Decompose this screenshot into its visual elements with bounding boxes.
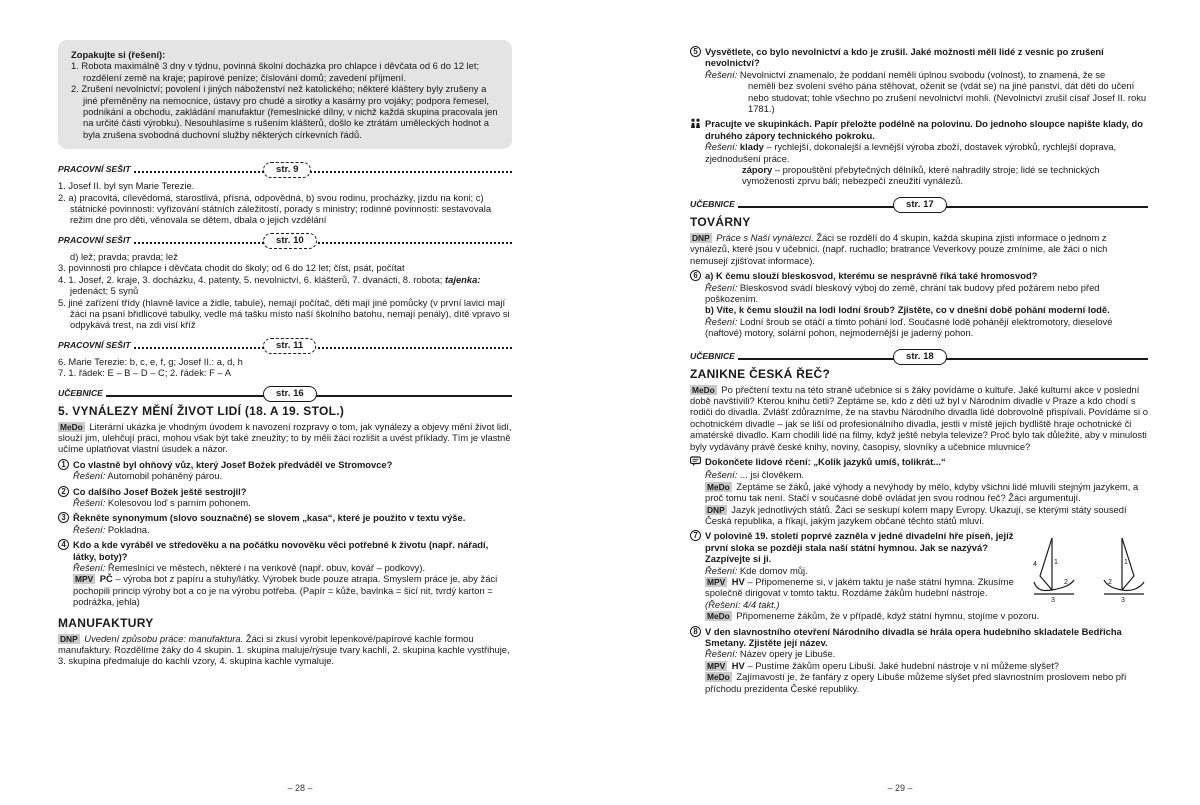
section-label: PRACOVNÍ SEŠIT (58, 164, 134, 175)
answer-line: 3. povinnosti pro chlapce i děvčata chodit do školy; od 6 do 12 let; číst, psát, počítat (58, 262, 405, 274)
review-item-2: 2. Zrušení nevolnictví; povolení i jiných náboženství než katolického; některé kláštery byly zrušeny a jiné přeměněny na nemocnice, ústavy pro chudé a sirotky a kasárny pro vojáky; podpora řemesel, podnikání a obchodu, zakládání manufaktur (řemeslnické dílny, v nichž každá skupina pracovala jen na určité části výrobku). Nesouhlasíme s rušením klášterů, došlo ke ztrátám uměleckých hodnot a byla zrušena svobodná duchovní služby některých církevních řádů. (71, 83, 498, 140)
conducting-diagram (1030, 532, 1148, 604)
page-29 (600, 0, 1200, 805)
medo-tag: MeDo (707, 481, 730, 492)
reseni-label: Řešení: (73, 470, 106, 482)
question-4: 4 Kdo a kde vyráběl ve středověku a na počátku novověku věci potřebné k životu (např. nářadí, látky, boty)? Řešení: Řemeslníci ve městech, některé i na venkově (např. obuv, kovář – podkovy). MPV PČ – výroba bot z papíru a stuhy/látky. Výrobek bude pouze atrapa. Smyslem práce je, aby žáci pochopili princip výroby bot a co je na výrobu potřeba. (Papír = kůže, bavlnka = šicí nit, tvrdý karton = podrážka, jehla) (58, 539, 512, 607)
section-header-workbook-9 (58, 162, 512, 176)
dnp-paragraph: DNP Uvedení způsobu práce: manufaktura. Žáci si zkusí vyrobit lepenkové/papírové kachle formou manufaktury. Rozdělíme žáky do 4 skupin. 1. skupina maluje/rýsuje tvary kachlí, 2. skupina kachle vystřihuje, 3. skupina předmaluje do kachlí vzory, 4. skupina kachle vymaluje. (58, 632, 510, 667)
dnp-tag: DNP (707, 504, 725, 515)
tajenka-label: tajenka: (445, 273, 481, 285)
section-header-textbook-16 (58, 386, 512, 400)
section-heading-manufaktury: MANUFAKTURY (58, 615, 154, 630)
diagram-label: 1 (1054, 559, 1058, 567)
dnp-tag: DNP (692, 232, 710, 243)
question-title: V polovině 19. století poprvé zazněla v jedné divadelní hře píseň, jejíž první sloka se později stala naší státní hymnou. Jak se nazývá? Zazpívejte si ji. (705, 530, 1014, 565)
section-label: UČEBNICE (58, 388, 106, 399)
group-task: Pracujte ve skupinkách. Papír přeložte podélně na polovinu. Do jednoho sloupce napište klady, do druhého zápory technického pokroku. Řešení: klady – rychlejší, dokonalejší a levnější výroba zboží, dostavek výrobků, rychlejší doprava, zjednodušení práce. zápory – propouštění přebytečných dělníků, které nahradily stroje; lidé se technických vymožeností zprvu báli; nebezpečí zneužití vynálezů. (690, 118, 1148, 186)
reseni-label: Řešení: (705, 68, 738, 80)
question-number: 3 (58, 512, 69, 523)
review-item-1: 1. Robota maximálně 3 dny v týdnu, povinná školní docházka pro chlapce i děvčata od 6 do 12 let; rozdělení země na kraje; papírové peníze; číslování domů; zavedení příjmení. (71, 60, 480, 83)
question-title: Co vlastně byl ohňový vůz, který Josef Božek předváděl ve Stromovce? (73, 458, 393, 470)
section-header-workbook-10 (58, 233, 512, 247)
medo-paragraph: MeDo Literární ukázka je vhodným úvodem k navození rozpravy o tom, jak vynálezy a objevy mění život lidí, slouží jim, ulehčují práci, mohou však být také zneužity; to by měli žáci rozlišit a uvést příklady. Tím je vlastně učíme uplatňovat vlastní úsudek a názor. (58, 420, 512, 455)
question-number: 6 (690, 270, 701, 281)
mpv-tag: MPV (75, 574, 94, 585)
question-1: 1 Co vlastně byl ohňový vůz, který Josef Božek předváděl ve Stromovce? Řešení: Automobil poháněný párou. (58, 459, 512, 482)
reseni-label: Řešení: (705, 281, 738, 293)
question-7: 7 V polovině 19. století poprvé zazněla v jedné divadelní hře píseň, jejíž první sloka se později stala naší státní hymnou. Jak se nazývá? Zazpívejte si ji. Řešení: Kde domov můj. MPV HV – Připomeneme si, v jakém taktu je naše státní hymna. Zkusíme společně dirigovat v tomto taktu. Rozdáme žákům hudební nástroje. (Řešení: 4/4 takt.) MeDo Připomeneme žákům, že v případě, když státní hymnu, stojíme v pozoru. 4 1 2 3 1 2 3 (690, 530, 1148, 621)
reseni-label: Řešení: (705, 141, 738, 153)
question-title: Kdo a kde vyráběl ve středověku a na počátku novověku věci potřebné k životu (např. nářadí, látky, boty)? (73, 539, 489, 562)
question-number: 5 (690, 46, 701, 57)
review-box-title: Zopakujte si (řešení): (71, 49, 166, 60)
dnp-tag: DNP (60, 633, 78, 644)
diagram-label: 2 (1108, 579, 1112, 587)
group-icon (690, 118, 701, 141)
chapter-heading: 5. VYNÁLEZY MĚNÍ ŽIVOT LIDÍ (18. A 19. STOL.) (58, 403, 345, 418)
answer-line: 4. 1. Josef, 2. kraje, 3. docházku, 4. patenty, 5. nevolnictví, 6. klášterů, 7. dvanácti, 8. robota; tajenka: jedenáct; 5 synů (58, 273, 481, 297)
proverb-task: Dokončete lidové rčení: „Kolik jazyků umíš, tolikrát...“ Řešení: ... jsi člověkem. MeDo Zeptáme se žáků, jaké výhody a nevýhody by mělo, kdyby všichni lidé mluvili stejným jazykem, a proč tomu tak není. Stačí v současné době ovládat jen svou rodnou řeč? Žáci argumentují. DNP Jazyk jednotlivých států. Žáci se seskupí kolem mapy Evropy. Ukazují, se kterými státy sousedí Česká republika, a říkají, jakým jazykem občané těchto států mluví. (690, 456, 1148, 526)
section-heading-tovarny: TOVÁRNY (690, 214, 751, 229)
question-title: V den slavnostního otevření Národního divadla se hrála opera hudebního skladatele Bedřicha Smetany. Zjistěte její název. (705, 625, 1122, 649)
diagram-label: 2 (1064, 579, 1068, 587)
answer-line: 7. 1. řádek: E – B – D – C; 2. řádek: F – A (58, 367, 232, 379)
question-title: Dokončete lidové rčení: „Kolik jazyků umíš, tolikrát...“ (705, 455, 946, 467)
question-title: Co dalšího Josef Božek ještě sestrojil? (73, 485, 247, 497)
reseni-label: Řešení: (73, 496, 106, 508)
section-label: PRACOVNÍ SEŠIT (58, 340, 134, 351)
answer-line: 2. a) pracovitá, cílevědomá, starostlivá, přísná, odpovědná, b) svou rodinu, procházky, jízdu na koni; c) státnické povinnosti: vyřizování státních záležitostí, porady s ministry; rodinné povinnosti: sestavovala režim dne pro děti, věnovala se dětem, dbala o jejich vzdělání (58, 191, 492, 226)
page-ref: str. 18 (893, 349, 947, 365)
page-number: – 28 – (287, 782, 313, 793)
diagram-label: 3 (1121, 597, 1125, 605)
page-ref: str. 16 (263, 386, 317, 402)
question-number: 4 (58, 539, 69, 550)
answer-line: 6. Marie Terezie: b, c, e, f, g; Josef II.: a, d, h (58, 355, 243, 367)
question-number: 2 (58, 486, 69, 497)
question-number: 7 (690, 530, 701, 541)
question-number: 8 (690, 626, 701, 637)
medo-tag: MeDo (707, 672, 730, 683)
medo-tag: MeDo (692, 384, 715, 395)
reseni-label: Řešení: (705, 648, 738, 660)
question-5: 5 Vysvětlete, co bylo nevolnictví a kdo je zrušil. Jaké možnosti měli lidé z vesnic po zrušení nevolnictví? Řešení: Nevolnictví znamenalo, že poddaní neměli úplnou svobodu (volnost), to znamená, že se neměli bez svolení svého pána stěhovat, oženit se (vdát se) na jiné panství, dát děti do učení nebo studovat; tohle všechno po zrušení nevolnictví mohli. (Nevolnictví zrušil císař Josef II. roku 1781.) (690, 46, 1148, 114)
review-box (58, 40, 512, 149)
section-header-textbook-17 (690, 197, 1148, 211)
speech-icon (690, 456, 701, 469)
section-label: UČEBNICE (690, 351, 738, 362)
question-2: 2 Co dalšího Josef Božek ještě sestrojil? Řešení: Kolesovou loď s parním pohonem. (58, 486, 512, 509)
diagram-label: 3 (1051, 597, 1055, 605)
section-header-workbook-11 (58, 338, 512, 352)
answer-line: 5. jiné zařízení třídy (hlavně lavice a židle, tabule), nemají počítač, děti mají jiné pomůcky (v první lavici mají žáci na psaní břidlicové tabulky, vedle má tašku místo naší školního batohu, nemají penály), dítě vpravo si odpykává trest, na zdi visí kříž (58, 296, 510, 331)
section-label: UČEBNICE (690, 199, 738, 210)
page-number: – 29 – (887, 782, 913, 793)
reseni-label: Řešení: (73, 523, 106, 535)
medo-tag: MeDo (60, 421, 83, 432)
page-ref: str. 10 (263, 233, 317, 249)
page-ref: str. 9 (263, 162, 311, 178)
page-ref: str. 17 (893, 197, 947, 213)
diagram-label: 1 (1124, 559, 1128, 567)
dnp-paragraph: DNP Práce s Naší vynálezci. Žáci se rozdělí do 4 skupin, každá skupina zjistí informace o jednom z vynálezů, které jsou v učebnici. (např. ruchadlo; bratrance Veverkovy pouze zmíníme, ale žáci o nich nemusejí zjišťovat informace). (690, 231, 1108, 266)
page-ref: str. 11 (263, 338, 316, 354)
section-header-textbook-18 (690, 349, 1148, 363)
reseni-label: Řešení: (705, 469, 738, 481)
medo-paragraph: MeDo Po přečtení textu na této straně učebnice si s žáky povídáme o kultuře. Jaké kulturní akce v poslední době navštívili? Kterou knihu četli? Zeptáme se, kdo z dětí už byl v Národním divadle v Praze a kdo chodí s rodiči do divadla. Zvlášť zdůrazníme, že na stavbu Národního divadla lidé dobrovolně přispívali. Povídáme si o ochotnickém divadle – jak se liší od profesionálního divadla, jestli v místě jejich bydliště hraje ochotnické či amatérské divadlo. Kam chodili lidé na filmy, když ještě nebyla televize? Proč bylo tak důležité, aby v minulosti byly vydávány právě české knihy, noviny, časopisy, slovníky a učebnice mluvnice? (690, 383, 1148, 452)
question-title: Řekněte synonymum (slovo souznačné) se slovem „kasa“, které je použito v textu výše. (73, 512, 466, 524)
question-6: 6 a) K čemu slouží bleskosvod, kterému se nesprávně říká také hromosvod? Řešení: Bleskosvod svádí bleskový výboj do země, chrání tak budovy před požárem nebo před poškozením. b) Víte, k čemu sloužil na lodi lodní šroub? Zjistěte, co v dnešní době pohání moderní lodě. Řešení: Lodní šroub se otáčí a tímto pohání loď. Současné lodě pohánějí elektromotory, dieselové (naftové) motory, solární pohon, nejmodernější je jaderný pohon. (690, 270, 1148, 338)
question-title: Vysvětlete, co bylo nevolnictví a kdo je zrušil. Jaké možnosti měli lidé z vesnic po zrušení nevolnictví? (705, 46, 1104, 69)
mpv-tag: MPV (707, 660, 726, 671)
question-3: 3 Řekněte synonymum (slovo souznačné) se slovem „kasa“, které je použito v textu výše. Řešení: Pokladna. (58, 512, 512, 535)
section-heading-zanikne: ZANIKNE ČESKÁ ŘEČ? (690, 366, 831, 381)
medo-tag: MeDo (707, 611, 730, 622)
answer-line: d) lež; pravda; pravda; lež (70, 250, 178, 262)
reseni-label: Řešení: (73, 562, 106, 573)
question-title: Pracujte ve skupinkách. Papír přeložte podélně na polovinu. Do jednoho sloupce napište klady, do druhého zápory technického pokroku. (705, 118, 1143, 141)
answer-line: 1. Josef II. byl syn Marie Terezie. (58, 180, 195, 192)
question-title: a) K čemu slouží bleskosvod, kterému se nesprávně říká také hromosvod? (705, 270, 1038, 282)
mpv-tag: MPV (707, 577, 726, 588)
question-8: 8 V den slavnostního otevření Národního divadla se hrála opera hudebního skladatele Bedřicha Smetany. Zjistěte její název. Řešení: Název opery je Libuše. MPV HV – Pustíme žákům operu Libuši. Jaké hudební nástroje v ní můžeme slyšet? MeDo Zajímavostí je, že fanfáry z opery Libuše můžeme slyšet před slavnostním proslovem nebo při příchodu prezidenta České republiky. (690, 626, 1148, 694)
question-number: 1 (58, 459, 69, 470)
section-label: PRACOVNÍ SEŠIT (58, 235, 134, 246)
reseni-label: Řešení: (705, 564, 738, 576)
diagram-label: 4 (1033, 561, 1037, 569)
